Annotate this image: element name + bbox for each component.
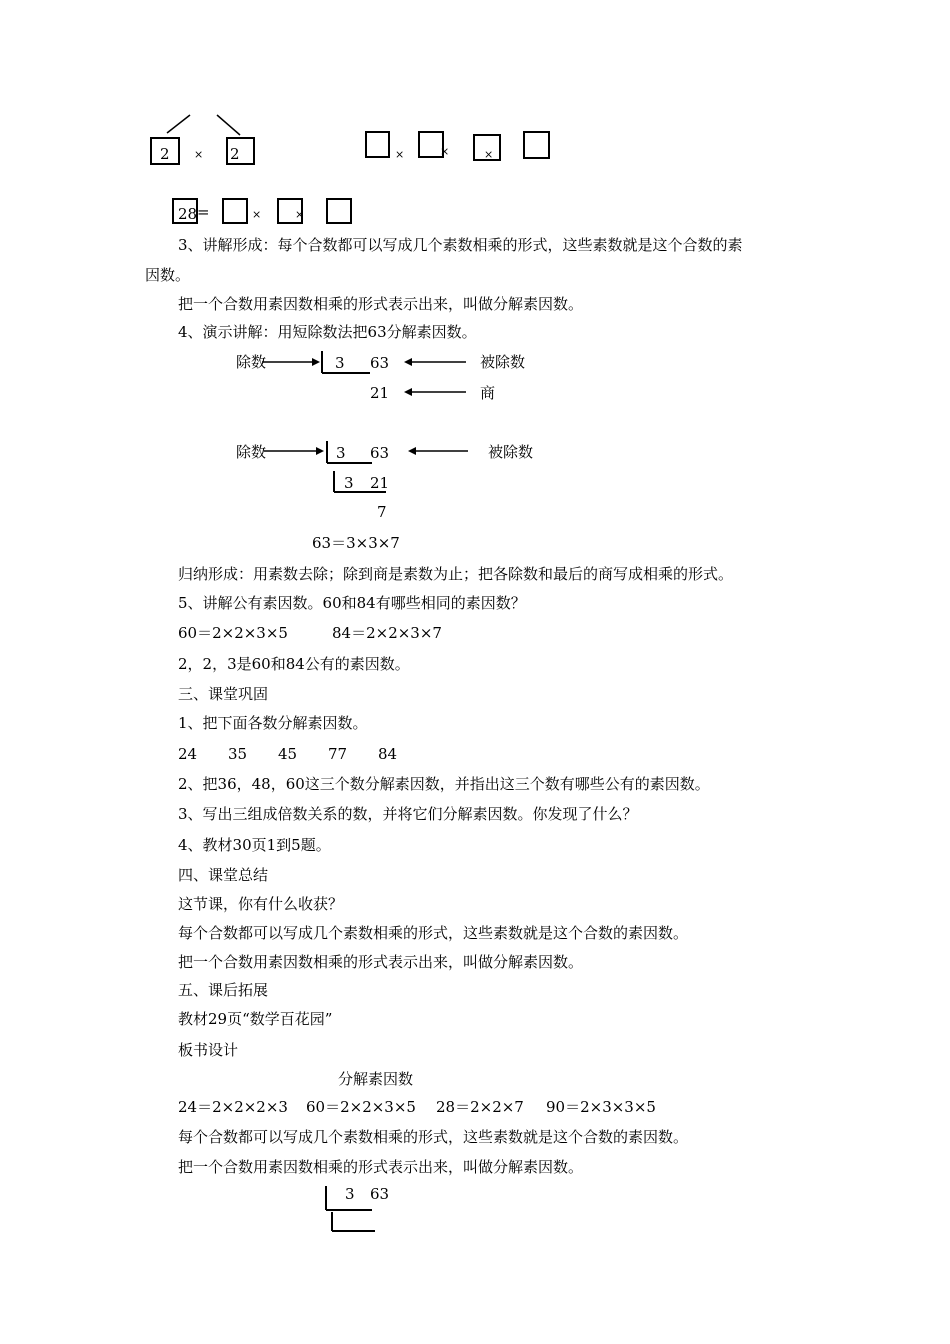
tree-branch-left xyxy=(167,115,190,133)
eq28-empty-2 xyxy=(277,198,303,224)
d2-mid: 21 xyxy=(370,474,390,492)
board-24: 24＝2×2×2×3 xyxy=(178,1098,288,1116)
empty-box-3 xyxy=(473,134,501,161)
summary-2: 把一个合数用素因数相乘的形式表示出来，叫做分解素因数。 xyxy=(178,953,584,971)
p3-line-b: 因数。 xyxy=(145,266,191,284)
d1-divisor: 3 xyxy=(335,354,345,372)
section-4-title: 四、课堂总结 xyxy=(178,866,269,884)
eq28-box xyxy=(172,198,198,224)
eq28-times-1: × xyxy=(252,208,262,221)
empty-box-1 xyxy=(365,131,390,158)
right-times-2: × xyxy=(440,145,450,158)
board-summary-2: 把一个合数用素因数相乘的形式表示出来，叫做分解素因数。 xyxy=(178,1158,584,1176)
d2-final: 7 xyxy=(377,503,387,521)
p3-line-a: 3、讲解形成：每个合数都可以写成几个素数相乘的形式，这些素数就是这个合数的素 xyxy=(178,236,743,254)
d2-dividend: 63 xyxy=(370,444,390,462)
exercise-2: 2、把36，48，60这三个数分解素因数，并指出这三个数有哪些公有的素因数。 xyxy=(178,775,710,793)
p4-heading: 4、演示讲解：用短除数法把63分解素因数。 xyxy=(178,323,477,341)
d1-dividend: 63 xyxy=(370,354,390,372)
tree-box-left-value: 2 xyxy=(160,145,170,163)
tree-times: × xyxy=(194,148,204,161)
right-times-1: × xyxy=(395,148,405,161)
num-77: 77 xyxy=(328,745,348,763)
eq28-lead: 28 xyxy=(178,205,198,223)
arrowhead-divisor-2 xyxy=(316,447,324,455)
num-84: 84 xyxy=(378,745,398,763)
eq28-equals: = xyxy=(197,203,210,221)
right-times-3: × xyxy=(484,148,494,161)
tree-box-left xyxy=(150,137,180,165)
p3-definition: 把一个合数用素因数相乘的形式表示出来，叫做分解素因数。 xyxy=(178,295,584,313)
board-28: 28＝2×2×7 xyxy=(436,1098,524,1116)
d1-quotient: 21 xyxy=(370,384,390,402)
arrowhead-dividend-1 xyxy=(404,358,412,366)
tree-branch-right xyxy=(217,115,240,135)
tree-box-right-value: 2 xyxy=(230,145,240,163)
tree-box-right xyxy=(226,137,255,165)
empty-box-4 xyxy=(523,131,550,159)
section-3-title: 三、课堂巩固 xyxy=(178,685,269,703)
p5-heading: 5、讲解公有素因数。60和84有哪些相同的素因数？ xyxy=(178,594,526,612)
arrowhead-divisor-1 xyxy=(312,358,320,366)
d2-divisor2: 3 xyxy=(344,474,354,492)
eq28-times-2: × xyxy=(295,208,305,221)
eq28-empty-1 xyxy=(222,198,248,224)
factor-84: 84＝2×2×3×7 xyxy=(332,624,442,642)
arrowhead-quotient-1 xyxy=(404,388,412,396)
exercise-3: 3、写出三组成倍数关系的数，并将它们分解素因数。你发现了什么？ xyxy=(178,805,638,823)
eq28-empty-3 xyxy=(326,198,352,224)
section-5-title: 五、课后拓展 xyxy=(178,981,269,999)
d1-dividend-label: 被除数 xyxy=(480,353,526,371)
board-60: 60＝2×2×3×5 xyxy=(306,1098,416,1116)
summary-1: 每个合数都可以写成几个素数相乘的形式，这些素数就是这个合数的素因数。 xyxy=(178,924,689,942)
board-divisor: 3 xyxy=(345,1185,355,1203)
num-24: 24 xyxy=(178,745,198,763)
board-heading: 板书设计 xyxy=(178,1041,239,1059)
d2-result: 63＝3×3×7 xyxy=(312,534,400,552)
board-dividend: 63 xyxy=(370,1185,390,1203)
board-title: 分解素因数 xyxy=(338,1070,414,1088)
num-35: 35 xyxy=(228,745,248,763)
common-factors: 2，2，3是60和84公有的素因数。 xyxy=(178,655,410,673)
exercise-1: 1、把下面各数分解素因数。 xyxy=(178,714,368,732)
extension: 教材29页“数学百花园” xyxy=(178,1010,333,1028)
board-summary-1: 每个合数都可以写成几个素数相乘的形式，这些素数就是这个合数的素因数。 xyxy=(178,1128,689,1146)
d2-divisor-label: 除数 xyxy=(236,443,267,461)
exercise-4: 4、教材30页1到5题。 xyxy=(178,836,331,854)
question: 这节课，你有什么收获？ xyxy=(178,895,344,913)
d2-divisor: 3 xyxy=(336,444,346,462)
board-90: 90＝2×3×3×5 xyxy=(546,1098,656,1116)
summary: 归纳形成：用素数去除；除到商是素数为止；把各除数和最后的商写成相乘的形式。 xyxy=(178,565,734,583)
d2-dividend-label: 被除数 xyxy=(488,443,534,461)
d1-quotient-label: 商 xyxy=(480,384,496,402)
arrowhead-dividend-2 xyxy=(408,447,416,455)
num-45: 45 xyxy=(278,745,298,763)
factor-60: 60＝2×2×3×5 xyxy=(178,624,288,642)
d1-divisor-label: 除数 xyxy=(236,353,267,371)
